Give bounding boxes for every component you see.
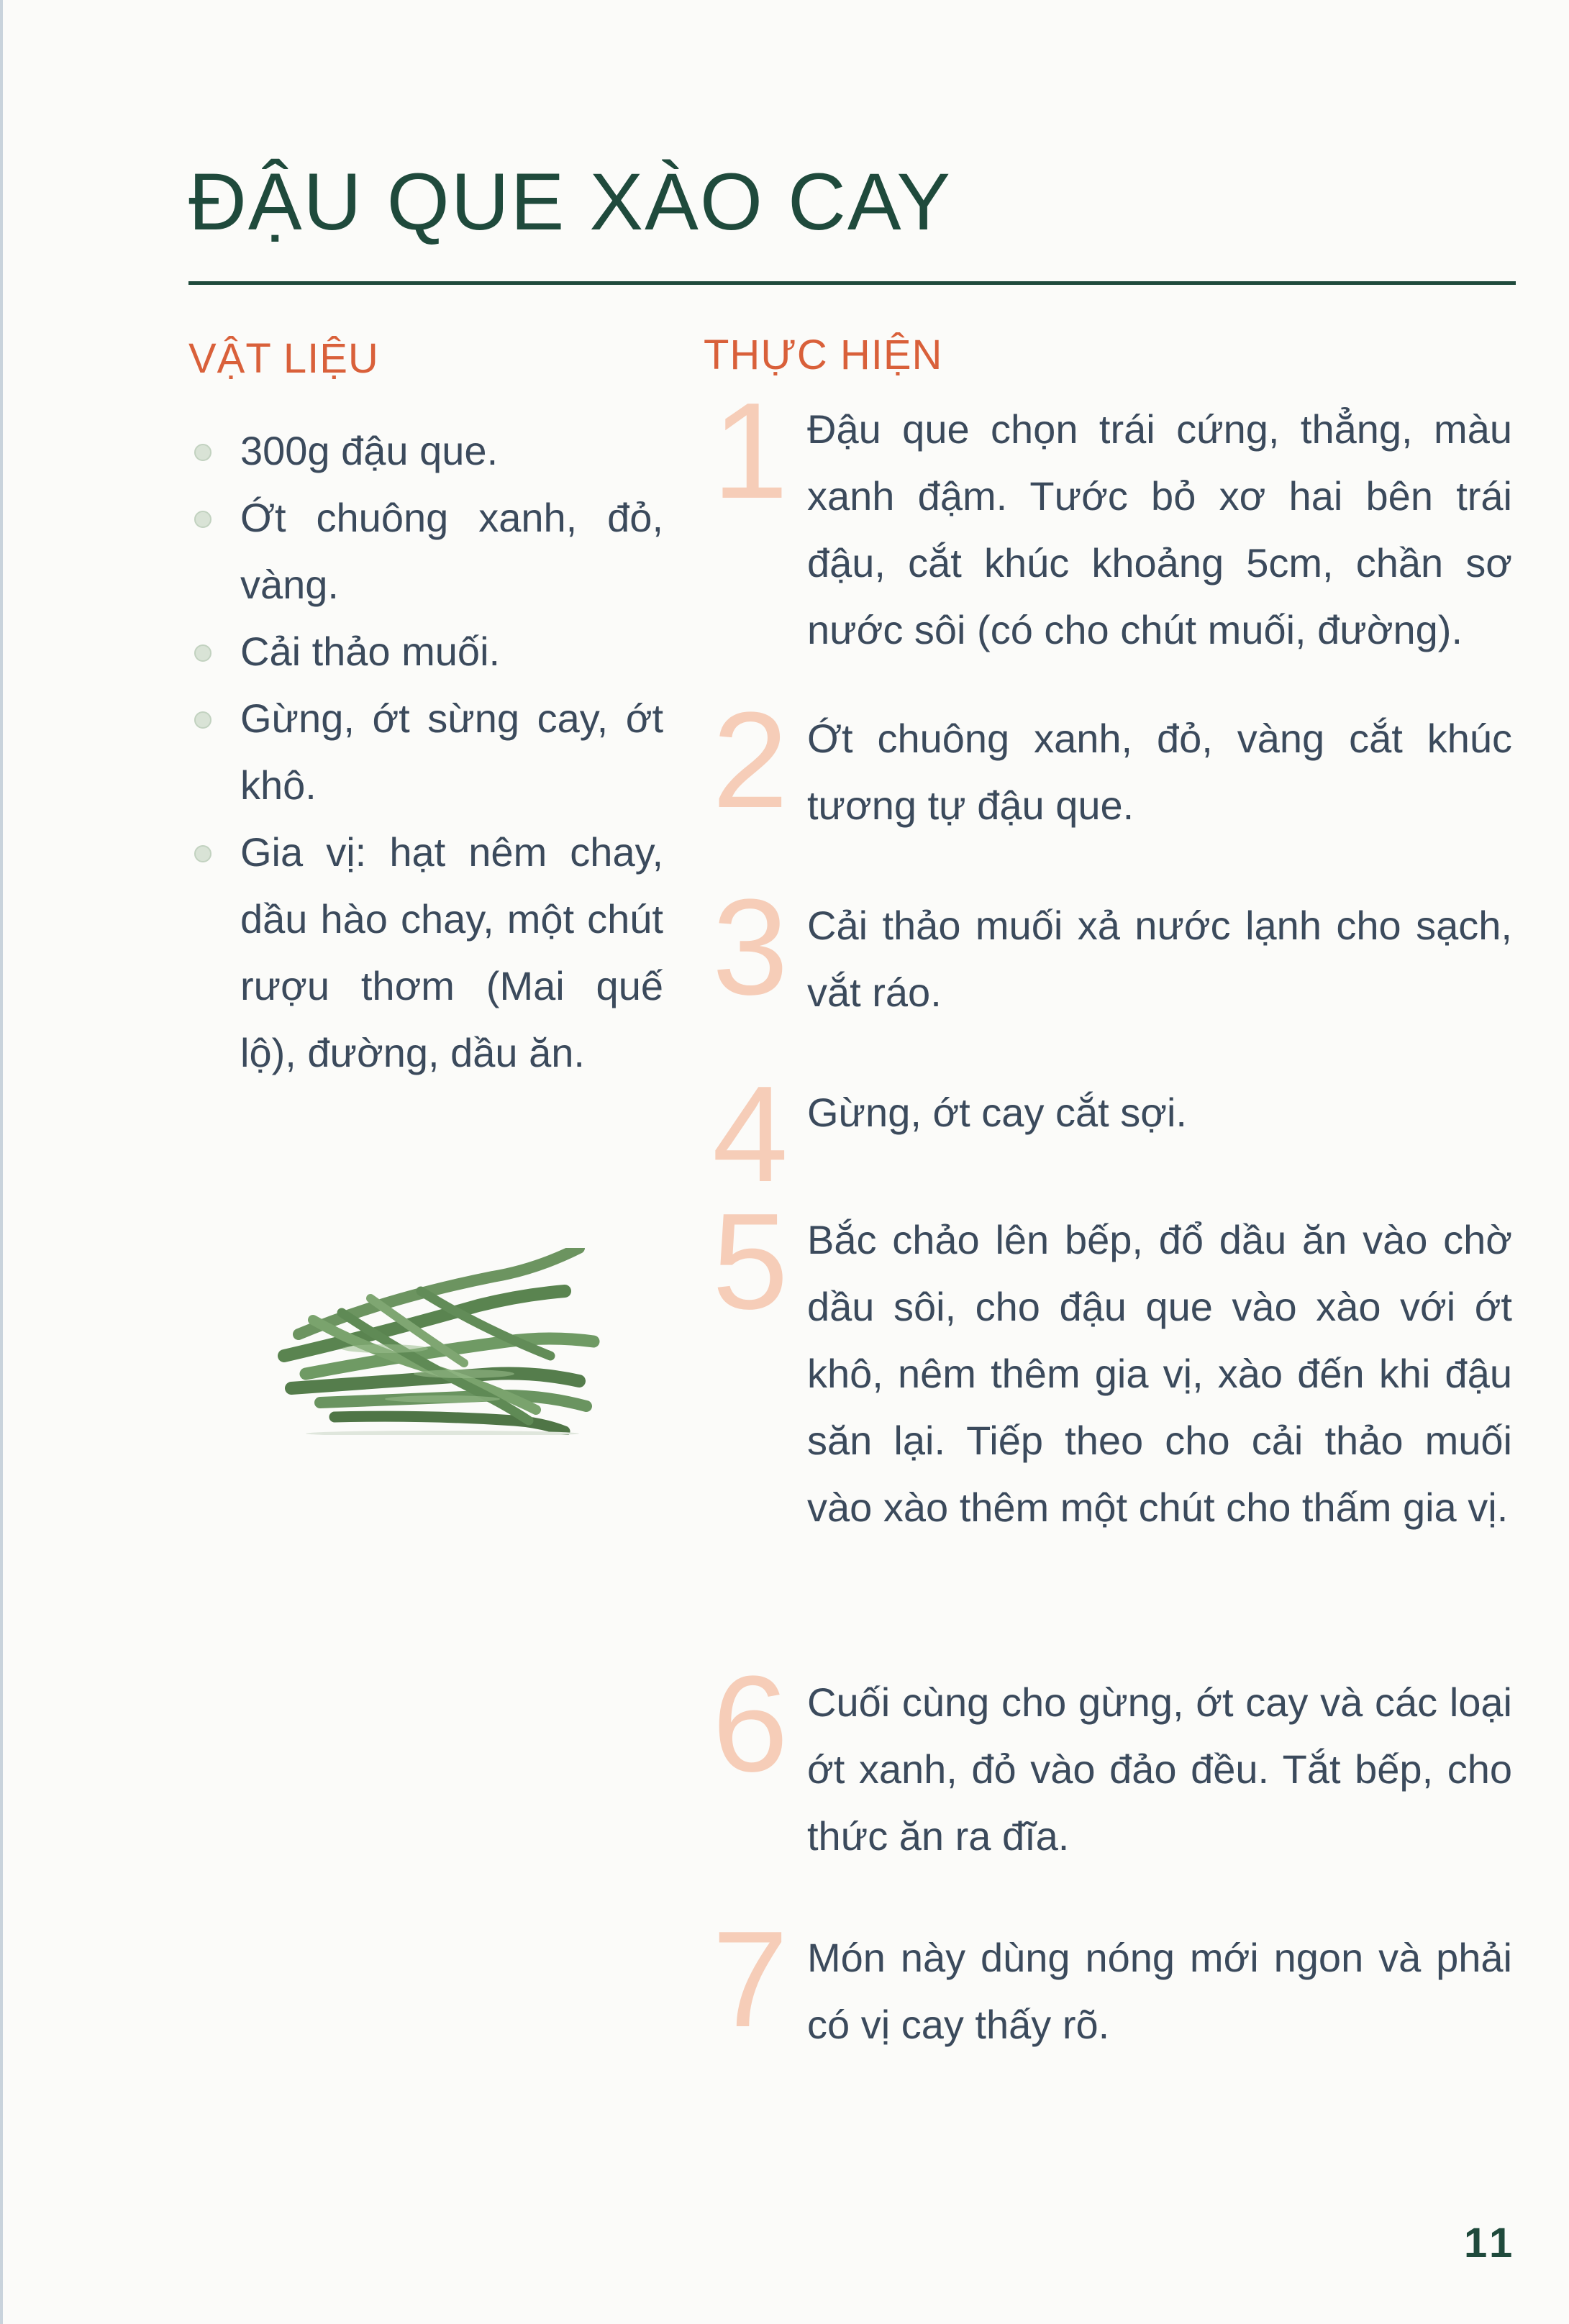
step-number: 1 bbox=[712, 375, 788, 527]
green-beans-image bbox=[277, 1248, 608, 1435]
step-text: Cải thảo muối xả nước lạnh cho sạch, vắt ráo. bbox=[807, 903, 1512, 1015]
method-heading: THỰC HIỆN bbox=[704, 332, 943, 378]
step-text: Bắc chảo lên bếp, đổ dầu ăn vào chờ dầu sôi, cho đậu que vào xào với ớt khô, nêm thêm gia vị, xào đến khi đậu săn lại. Tiếp theo cho cải thảo muối vào xào thêm một chút cho thấm gia vị. bbox=[807, 1217, 1512, 1530]
ingredient-text: Cải thảo muối. bbox=[240, 629, 501, 674]
ingredient-list bbox=[188, 417, 663, 1086]
ingredient-text: Gừng, ớt sừng cay, ớt khô. bbox=[240, 696, 663, 808]
step-number: 7 bbox=[712, 1903, 788, 2056]
step-text: Ớt chuông xanh, đỏ, vàng cắt khúc tương tự đậu que. bbox=[807, 716, 1512, 828]
bullet-dot-icon bbox=[194, 644, 212, 662]
ingredient-item bbox=[188, 618, 663, 685]
bullet-dot-icon bbox=[194, 845, 212, 862]
step-number: 4 bbox=[712, 1058, 788, 1211]
ingredient-item bbox=[188, 685, 663, 819]
step-text: Cuối cùng cho gừng, ớt cay và các loại ớt xanh, đỏ vào đảo đều. Tắt bếp, cho thức ăn ra đĩa. bbox=[807, 1680, 1512, 1859]
ingredient-item bbox=[188, 484, 663, 618]
step-text: Đậu que chọn trái cứng, thẳng, màu xanh đậm. Tước bỏ xơ hai bên trái đậu, cắt khúc khoảng 5cm, chần sơ nước sôi (có cho chút muối, đường). bbox=[807, 406, 1512, 652]
step-number: 2 bbox=[712, 684, 788, 837]
step-text: Món này dùng nóng mới ngon và phải có vị cay thấy rõ. bbox=[807, 1935, 1512, 2047]
ingredient-text: Gia vị: hạt nêm chay, dầu hào chay, một chút rượu thơm (Mai quế lộ), đường, dầu ăn. bbox=[240, 829, 663, 1075]
title-divider bbox=[188, 281, 1516, 285]
recipe-title: ĐẬU QUE XÀO CAY bbox=[188, 157, 952, 247]
bullet-dot-icon bbox=[194, 511, 212, 528]
page-edge-line bbox=[0, 0, 3, 2324]
ingredient-text: 300g đậu que. bbox=[240, 428, 499, 473]
step-text: Gừng, ớt cay cắt sợi. bbox=[807, 1090, 1187, 1135]
ingredient-item bbox=[188, 819, 663, 1086]
step-number: 6 bbox=[712, 1648, 788, 1800]
step-number: 3 bbox=[712, 871, 788, 1024]
step-number: 5 bbox=[712, 1185, 788, 1338]
bullet-dot-icon bbox=[194, 444, 212, 461]
ingredient-item bbox=[188, 417, 663, 484]
page-number: 11 bbox=[1464, 2220, 1517, 2266]
ingredient-text: Ớt chuông xanh, đỏ, vàng. bbox=[240, 495, 663, 607]
ingredients-heading: VẬT LIỆU bbox=[188, 335, 379, 382]
bullet-dot-icon bbox=[194, 711, 212, 729]
